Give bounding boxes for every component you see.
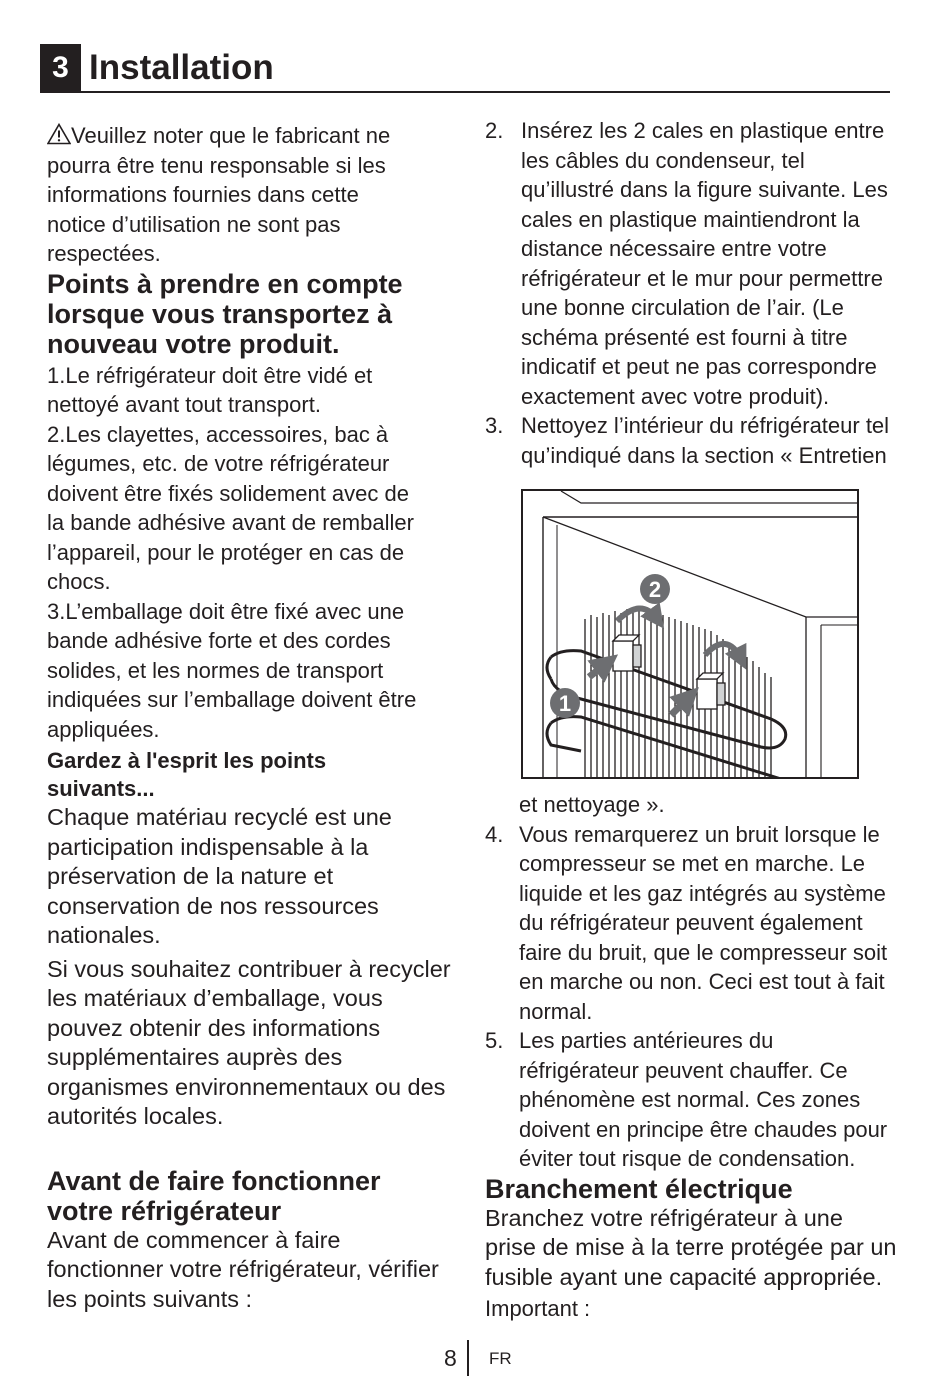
figure-label-2: 2 [648, 577, 662, 602]
left-column [47, 121, 451, 1314]
before-heading: Avant de faire fonctionner votre réfrigérateur [47, 1165, 381, 1226]
important-label: Important : [485, 1296, 591, 1321]
remember-heading: Gardez à l'esprit les points suivants... [47, 748, 327, 801]
recycle-paragraph: Chaque matériau recyclé est une participation indispensable à la préservation de la nature et conservation de nos ressources nationales. [47, 804, 392, 948]
right-column-bottom [485, 790, 900, 1324]
electric-heading: Branchement électrique [485, 1173, 793, 1204]
spacer-installation-figure [521, 489, 859, 779]
list-item-text: Les parties antérieures du réfrigérateur peuvent chauffer. Ce phénomène est normal. Ces zones doivent en principe être chaudes pour éviter tout risque de condensation. [519, 1028, 888, 1171]
list-item-number: 2. [485, 118, 504, 143]
language-code: FR [489, 1349, 512, 1368]
footer-divider [467, 1340, 469, 1376]
warning-icon [47, 123, 71, 145]
transport-heading: Points à prendre en compte lorsque vous transportez à nouveau votre produit. [47, 268, 403, 359]
transport-item: 3.L’emballage doit être fixé avec une bande adhésive forte et des cordes solides, et les normes de transport indiquées sur l’emballage doivent être appliquées. [47, 598, 417, 742]
right-column-top [485, 116, 895, 470]
list-item-number: 3. [485, 413, 504, 438]
transport-item: 2.Les clayettes, accessoires, bac à légumes, etc. de votre réfrigérateur doivent être fixés solidement avec de la bande adhésive avant de remballer l’appareil, pour le protéger en cas de chocs. [47, 421, 414, 594]
page-number: 8 [444, 1345, 457, 1371]
list-item-text: Vous remarquerez un bruit lorsque le compresseur se met en marche. Le liquide et les gaz intégrés au système du réfrigérateur peuvent également faire du bruit, que le compresseur soit en marche ou non. Ceci est tout à fait normal. [519, 821, 888, 1024]
list-item [485, 1026, 897, 1174]
list-item-number: 5. [485, 1028, 504, 1053]
list-item [485, 411, 901, 470]
section-number: 3 [40, 44, 81, 92]
list-item [485, 116, 893, 411]
section-title: Installation [89, 48, 274, 87]
list-item-text: Insérez les 2 cales en plastique entre les câbles du condenseur, tel qu’illustré dans la figure suivante. Les cales en plastique maintiendront la distance nécessaire entre votre réfrigérateur et le mur pour permettre une bonne circulation de l’air. (Le schéma présenté est fourni à titre indicatif et peut ne pas correspondre exactement avec votre produit). [521, 118, 888, 409]
list-continuation: et nettoyage ». [519, 792, 665, 817]
electric-paragraph: Branchez votre réfrigérateur à une prise de mise à la terre protégée par un fusible ayant une capacité appropriée. [485, 1204, 897, 1290]
figure-label-1: 1 [558, 691, 572, 716]
recycle-paragraph: Si vous souhaitez contribuer à recycler les matériaux d’emballage, vous pouvez obtenir des informations supplémentaires auprès des organismes environnementaux ou des autorités locales. [47, 955, 451, 1129]
header-divider [40, 91, 890, 93]
before-paragraph: Avant de commencer à faire fonctionner votre réfrigérateur, vérifier les points suivants : [47, 1226, 439, 1312]
list-item-number: 4. [485, 821, 504, 847]
transport-item: 1.Le réfrigérateur doit être vidé et nettoyé avant tout transport. [47, 362, 373, 417]
warning-note [47, 121, 395, 269]
warning-text: Veuillez noter que le fabricant ne pourra être tenu responsable si les informations fournies dans cette notice d’utilisation ne sont pas respectées. [47, 123, 391, 266]
list-item [485, 820, 894, 1027]
list-item-text: Nettoyez l’intérieur du réfrigérateur tel qu’indiqué dans la section « Entretien [521, 413, 890, 468]
